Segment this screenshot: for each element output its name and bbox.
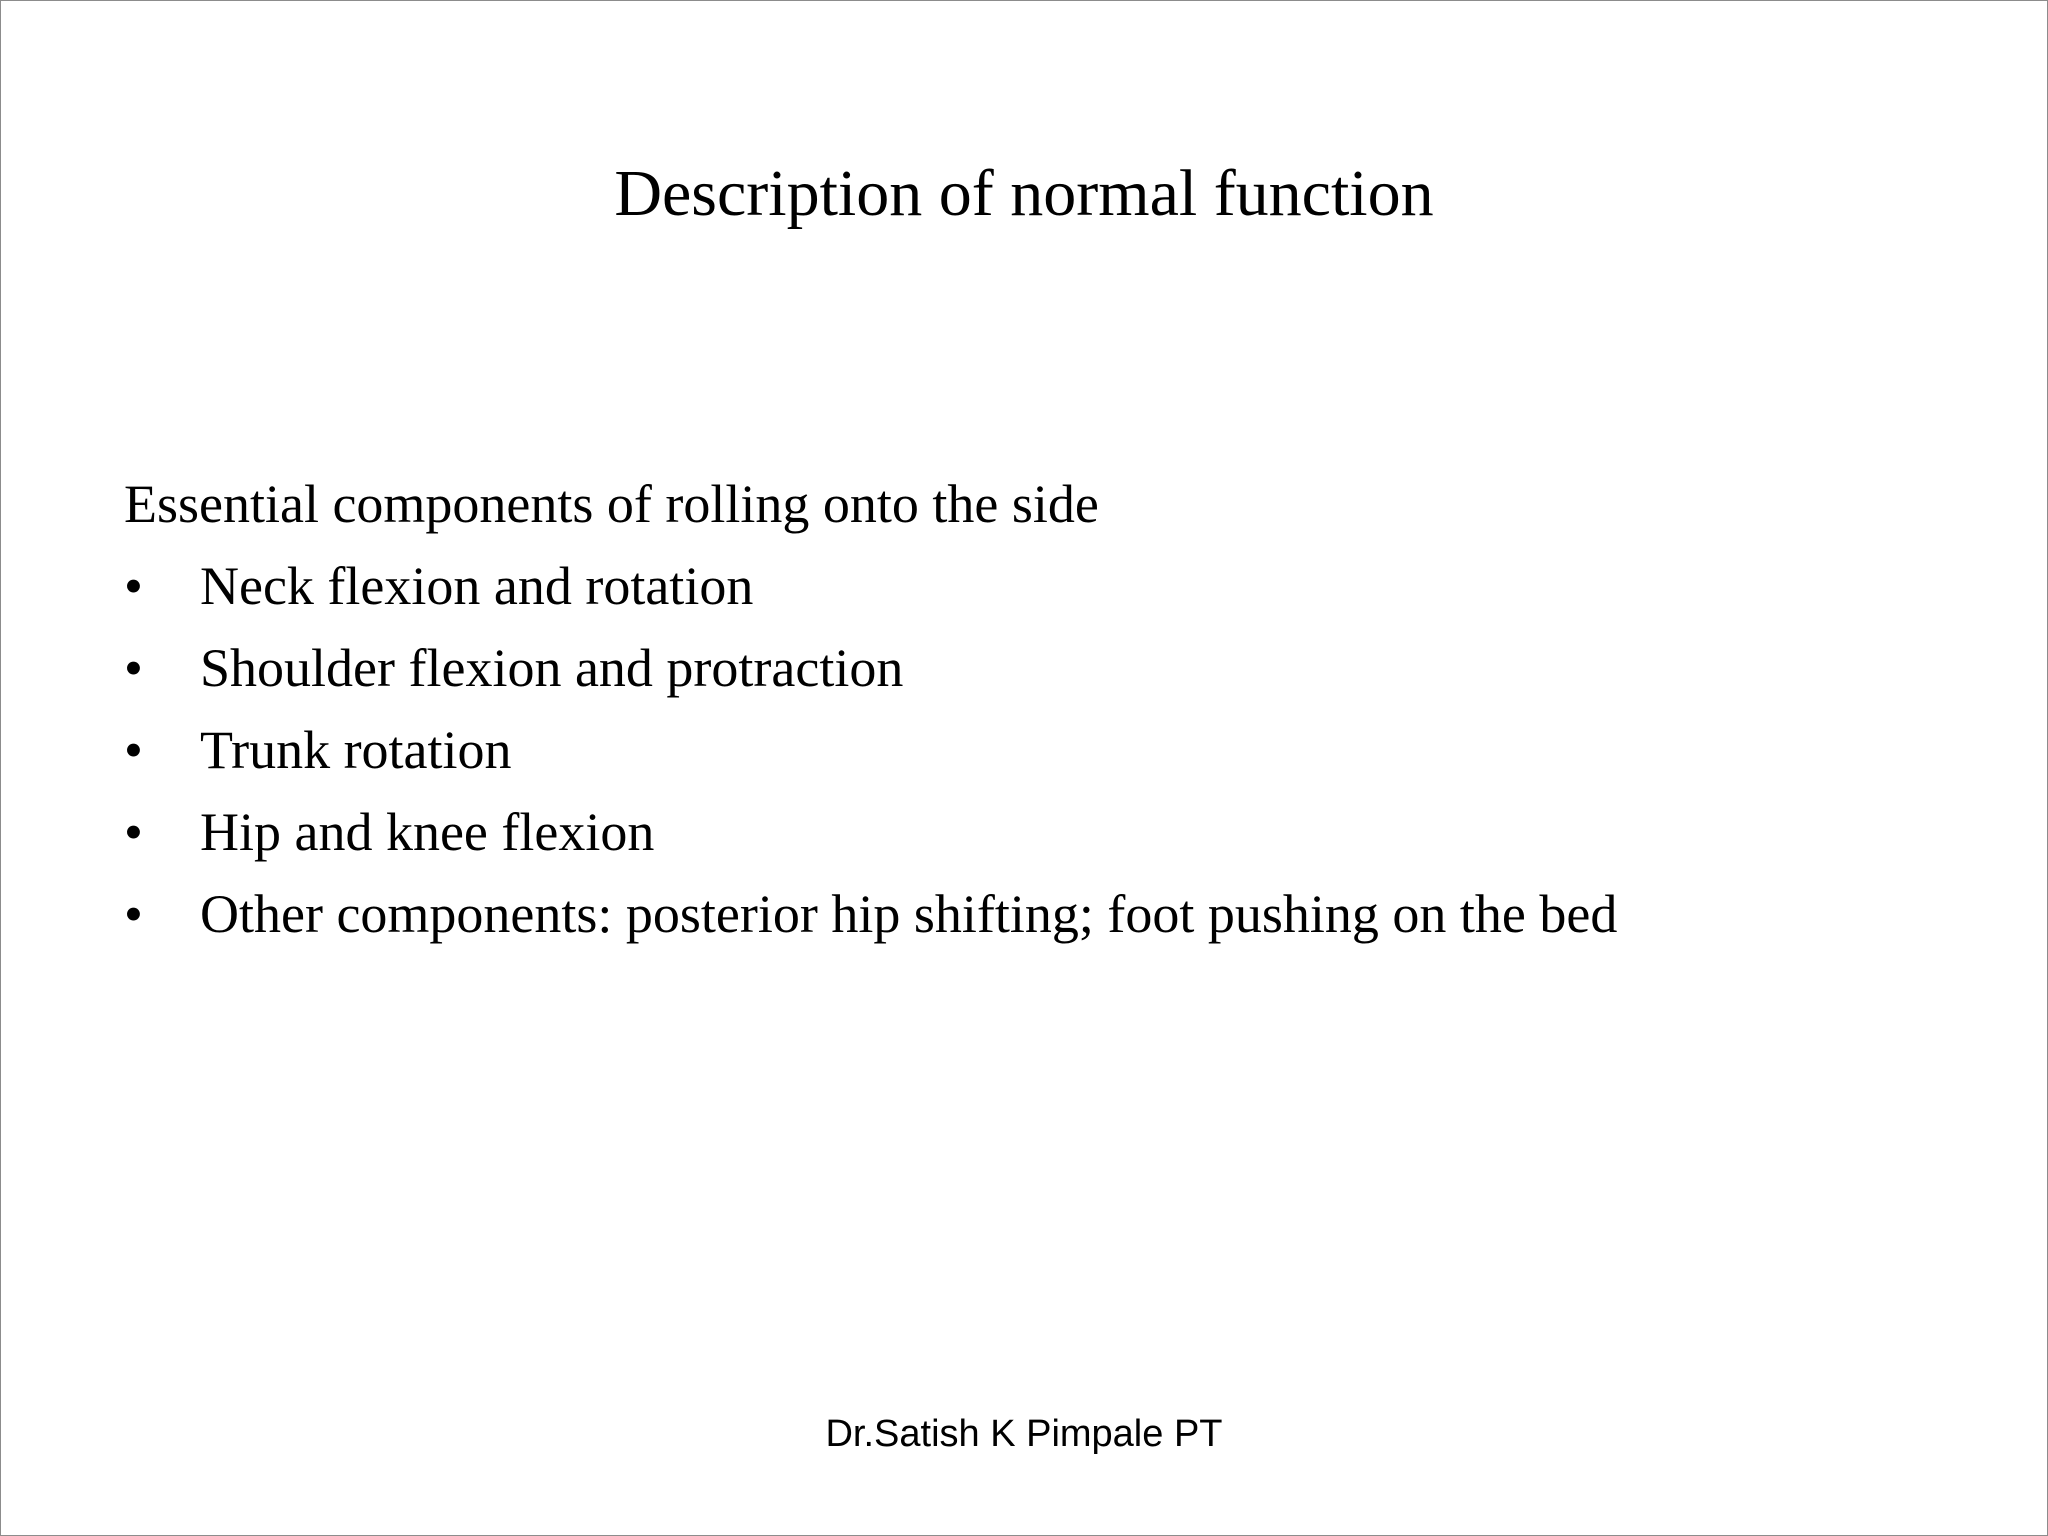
footer-author: Dr.Satish K Pimpale PT [825,1413,1223,1455]
bullet-text: Neck flexion and rotation [200,556,754,616]
bullet-icon: • [124,638,143,698]
bullet-text: Hip and knee flexion [200,802,655,862]
bullet-icon: • [124,556,143,616]
bullet-icon: • [124,720,143,780]
bullet-icon: • [124,884,143,944]
bullet-item [124,545,2004,627]
bullet-item [124,873,2004,955]
bullet-icon: • [124,802,143,862]
bullet-text: Shoulder flexion and protraction [200,638,904,698]
bullet-item [124,627,2004,709]
bullet-text: Trunk rotation [200,720,512,780]
bullet-item [124,791,2004,873]
slide-title: Description of normal function [614,157,1434,230]
slide-content [124,463,2004,955]
bullet-list [124,545,2004,955]
bullet-text: Other components: posterior hip shifting; foot pushing on the bed [200,884,1618,944]
bullet-item [124,709,2004,791]
intro-text: Essential components of rolling onto the side [124,474,1099,534]
